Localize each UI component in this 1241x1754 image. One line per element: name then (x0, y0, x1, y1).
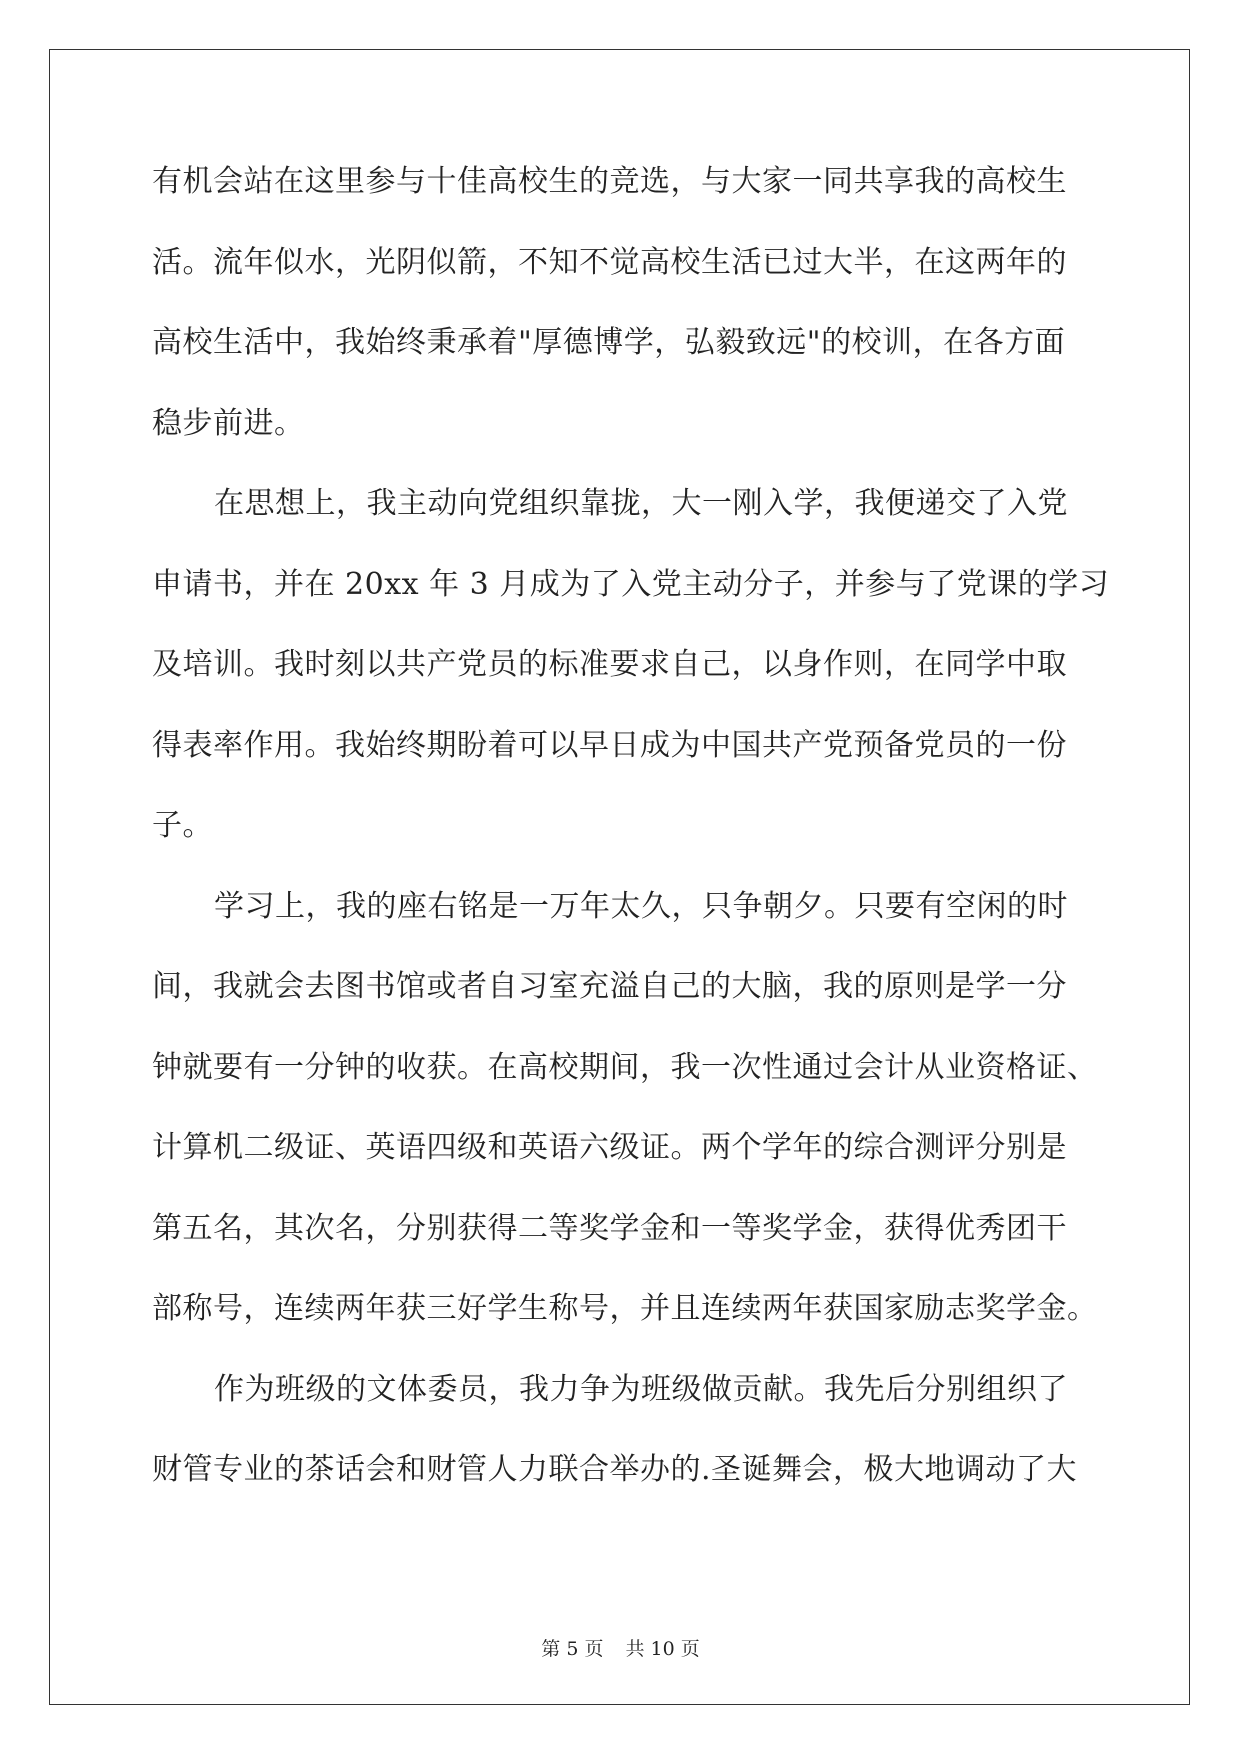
page-number: 第 5 页 (541, 1638, 604, 1660)
paragraph-start-line: 在思想上，我主动向党组织靠拢，大一刚入学，我便递交了入党 (214, 486, 1068, 521)
text-line: 活。流年似水，光阴似箭，不知不觉高校生活已过大半，在这两年的 (152, 244, 1067, 280)
text-line: 高校生活中，我始终秉承着"厚德博学，弘毅致远"的校训，在各方面 (152, 325, 1066, 360)
text-line: 稳步前进。 (152, 405, 305, 441)
text-line: 申请书，并在 20xx 年 3 月成为了入党主动分子，并参与了党课的学习 (152, 566, 1110, 602)
text-line: 子。 (152, 808, 213, 843)
text-line: 得表率作用。我始终期盼着可以早日成为中国共产党预备党员的一份 (152, 727, 1067, 763)
text-line: 财管专业的茶话会和财管人力联合举办的.圣诞舞会，极大地调动了大 (152, 1452, 1078, 1487)
paragraph-start-line: 学习上，我的座右铭是一万年太久，只争朝夕。只要有空闲的时 (214, 888, 1068, 924)
page-footer (0, 1634, 1241, 1661)
paragraph-start-line: 作为班级的文体委员，我力争为班级做贡献。我先后分别组织了 (214, 1371, 1068, 1407)
text-line: 有机会站在这里参与十佳高校生的竞选，与大家一同共享我的高校生 (152, 164, 1067, 199)
text-line: 计算机二级证、英语四级和英语六级证。两个学年的综合测评分别是 (152, 1130, 1067, 1165)
text-line: 及培训。我时刻以共产党员的标准要求自己，以身作则，在同学中取 (152, 647, 1067, 682)
text-line: 第五名，其次名，分别获得二等奖学金和一等奖学金，获得优秀团干 (152, 1210, 1067, 1246)
text-line: 部称号，连续两年获三好学生称号，并且连续两年获国家励志奖学金。 (152, 1291, 1098, 1326)
page-total: 共 10 页 (625, 1638, 700, 1660)
text-line: 钟就要有一分钟的收获。在高校期间，我一次性通过会计从业资格证、 (152, 1049, 1098, 1085)
document-body (152, 162, 1110, 1531)
text-line: 间，我就会去图书馆或者自习室充溢自己的大脑，我的原则是学一分 (152, 969, 1067, 1004)
